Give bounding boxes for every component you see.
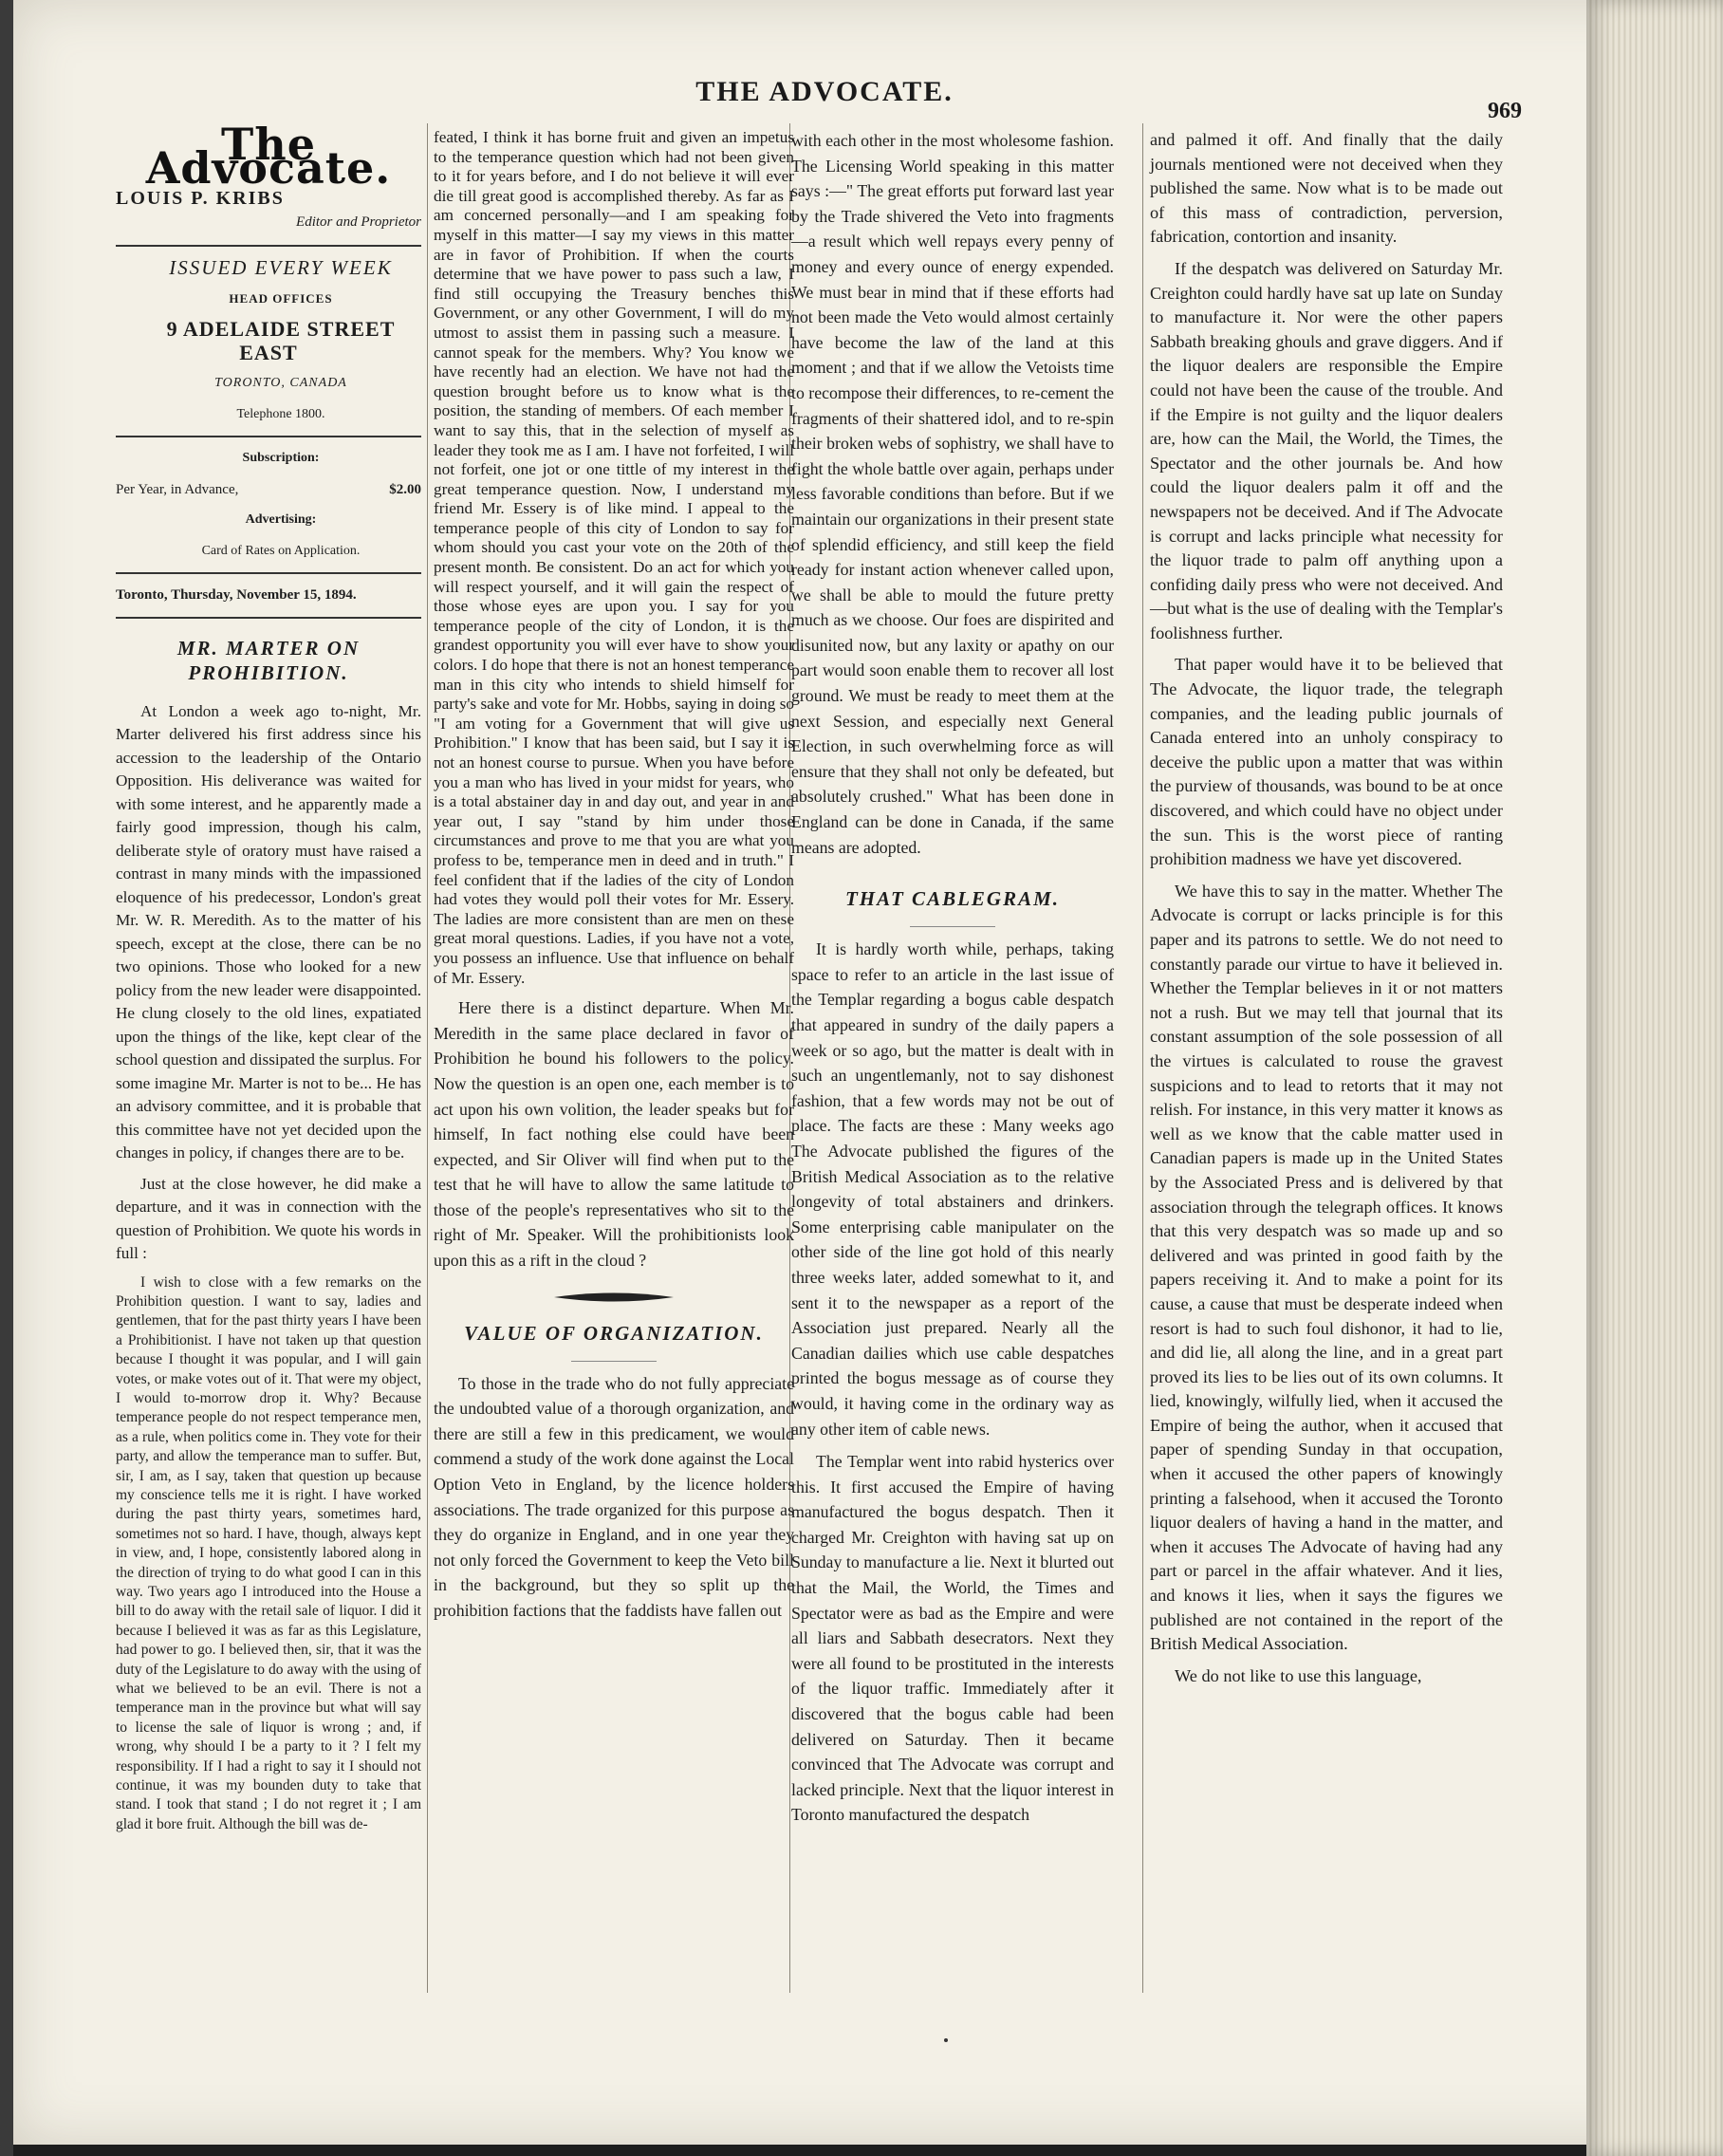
column-rule	[427, 123, 428, 1993]
subscription-price: $2.00	[389, 481, 421, 497]
telephone: Telephone 1800.	[236, 406, 325, 421]
subscription-line	[116, 478, 421, 502]
address-street: ADELAIDE STREET EAST	[182, 317, 396, 364]
newspaper-page	[13, 0, 1683, 2145]
masthead-divider	[116, 572, 421, 574]
page-mark	[944, 2038, 948, 2042]
address-number: 9	[166, 317, 178, 341]
article-paragraph: If the despatch was delivered on Saturday Mr. Creighton could hardly have sat up late on Sunday to manufacture it. Nor were the other papers Sabbath breaking ghouls and grave diggers. And if the liquor dealers are responsible the Empire could not have been the cause of the trouble. And if the Empire is not guilty and the liquor dealers are, how can the Mail, the World, the Times, the Spectator and the other journals be. And how could the liquor dealers palm it off and the newspapers not be deceived. And if The Advocate is corrupt and lacks principle what necessity for the liquor trade to palm off anything upon a confiding daily press who were not deceived. And—but what is the use of dealing with the Templar's foolishness further.	[1150, 258, 1503, 642]
article-paragraph: Just at the close however, he did make a departure, and it was in connection with the question of Prohibition. We quote his words in full :	[116, 1174, 421, 1262]
running-head: THE ADVOCATE.	[695, 76, 954, 107]
book-page-edges	[1586, 0, 1723, 2156]
headline-cablegram: THAT CABLEGRAM.	[844, 887, 1061, 911]
masthead-divider	[116, 436, 421, 437]
subscription-title: Subscription:	[242, 451, 320, 465]
masthead-divider	[116, 245, 421, 247]
article-paragraph: It is hardly worth while, perhaps, taking space to refer to an article in the last issue of the Templar regarding a bogus cable despatch that appeared in sundry of the daily papers a week or so ago, but the matter is dealt with in such an ungentlemanly, not to say dishonest fashion, that a few words may not be out of place. The facts are these : Many weeks ago The Advocate published the figures of the British Medical Association as to the relative longevity of total abstainers and drinkers. Some enterprising cable manipulater on the other side of the line got hold of this nearly three weeks later, added somewhat to it, and sent it to the newspaper as a report of the Association just prepared. Nearly all the Canadian dailies which use cable despatches printed the bogus message as of course they would, it having come in the ordinary way as any other item of cable news.	[791, 939, 1114, 1439]
column-2	[434, 128, 794, 1631]
advertising-line: Card of Rates on Application.	[201, 543, 361, 558]
head-offices-label: HEAD OFFICES	[229, 290, 333, 306]
office-address	[116, 318, 421, 364]
page-number: 969	[1488, 99, 1522, 123]
masthead-title: The Advocate.	[145, 119, 392, 194]
masthead	[116, 119, 421, 619]
column-1	[116, 119, 421, 1842]
article-quote: I wish to close with a few remarks on the Prohibition question. I want to say, ladies and gentlemen, that for the past thirty years I have been a Prohibitionist. I have not taken up that question because I thought it was popular, and I will gain votes, or make votes out of it. That were my object, I would to-morrow drop it. Why? Because temperance people do not respect temperance men, as a rule, when politics come in. They vote for their party, and allow the temperance man to suffer. But, sir, I am, as I say, taken that question up because my conscience tells me it is right. I have worked during the past thirty years, sometimes hard, sometimes not so hard. I have, though, always kept in view, and, I hope, consistently labored along in the direction of trying to do what good I can in this way. Two years ago I introduced into the House a bill to do away with the retail sale of liquor. I did it because I believed it was as far as this Legislature, had power to go. I believed then, sir, that it was the duty of the Legislature to do away with the using of what we believed to be an evil. There is not a temperance man in the province but what will say to license the sale of liquor is wrong ; and, if wrong, why should I be a party to it ? I felt my responsibility. If I had a right to say it I should not continue, it was my bounden duty to take that stand. I took that stand ; I do not regret it ; I am glad it bore fruit. Although the bill was de-	[116, 1273, 421, 1832]
article-paragraph: with each other in the most wholesome fashion. The Licensing World speaking in this matter says :—" The great efforts put forward last year by the Trade shivered the Veto into fragments—a result which well repays every penny of money and every ounce of energy expended. We must bear in mind that if these efforts had not been made the Veto would almost certainly have become the law of the land at this moment ; and that if we allow the Vetoists time to recompose their differences, to re-cement the fragments of their shattered idol, and to re-spin their broken webs of sophistry, we shall have to fight the whole battle over again, perhaps under less favorable conditions than before. But if we maintain our organizations in their present state of splendid efficiency, and still keep the field ready for instant action whenever called upon, we shall be able to mould the future pretty much as we choose. Our foes are dispirited and disunited now, but any laxity or apathy on our part would soon enable them to recover all lost ground. We must be ready to meet them at the next Session, and especially next General Election, in such overwhelming force as will ensure that they shall not only be defeated, but absolutely crushed." What has been done in England can be done in Canada, if the same means are adopted.	[791, 131, 1114, 857]
headline-organization: VALUE OF ORGANIZATION.	[464, 1321, 764, 1345]
issued-every-week: ISSUED EVERY WEEK	[169, 256, 393, 279]
article-paragraph: and palmed it off. And finally that the daily journals mentioned were not deceived when they published the same. Now what is to be made out of this mass of contradiction, perversion, fabrication, contortion and insanity.	[1150, 130, 1503, 247]
column-rule	[1142, 123, 1143, 1993]
editor-name: LOUIS P. KRIBS	[116, 188, 285, 209]
ornament-divider	[552, 1291, 676, 1304]
headline-marter: MR. MARTER ON PROHIBITION.	[176, 636, 361, 684]
office-city: TORONTO, CANADA	[214, 376, 347, 390]
advertising-title: Advertising:	[245, 512, 317, 527]
headline-rule	[571, 1361, 657, 1362]
article-quote: feated, I think it has borne fruit and given an impetus to the temperance question which had not been given to it for years before, and I do not believe it will ever die till great good is accomplished thereby. As far as I am concerned personally—and I am speaking for myself in this matter—I say my views in this matter are in favor of Prohibition. If when the courts determine that we have power to pass such a law, I find still occupying the Treasury benches this Government, or any other Government, I will do my utmost to assist them in passing such a measure. I cannot speak for the members. Why? You know we have recently had an election. We have not had the question brought before us to know what is the position, the standing of members. Of each member I want to say this, that in the selection of myself as leader they took me as I am. I have not forfeited, I will not forfeit, one jot or one tittle of my interest in the great temperance question. Now, I understand my friend Mr. Essery is of like mind. I appeal to the temperance people of this city of London to say for whom should you cast your vote on the 20th of the present month. Be consistent. Do an act for which you will respect yourself, and it will gain the respect of those whose eyes are upon you. I say for you temperance people of the city of London, it is the grandest opportunity you will ever have to show your colors. I do hope that there is not an honest temperance man in this city who intends to shield himself for party's sake and vote for Mr. Hobbs, saying in doing so "I am voting for a Government that will give us Prohibition." I know that has been said, but I say it is not an honest course to pursue. When you have before you a man who has lived in your midst for years, who is a total abstainer day in and day out, and year in and year out, I say "stand by him under those circumstances and prove to me that you are what you profess to be, temperance men in deed and in truth." I feel confident that if the ladies of the city of London had votes they would poll their votes for Mr. Essery. The ladies are more consistent than are men on these great moral questions. Ladies, if you have not a vote, you possess an influence. Use that influence on behalf of Mr. Essery.	[434, 128, 794, 987]
headline-rule	[910, 926, 995, 927]
column-3	[791, 128, 1114, 1835]
article-paragraph: To those in the trade who do not fully appreciate the undoubted value of a thorough organization, and there are still a few in this predicament, we would commend a study of the work done against the Local Option Veto in England, by the licence holders associations. The trade organized for this purpose as they do organize in England, and in one year they not only forced the Government to keep the Veto bill in the background, but they so split up the prohibition factions that the faddists have fallen out	[434, 1373, 794, 1620]
article-paragraph: We do not like to use this language,	[1175, 1665, 1422, 1685]
article-paragraph: Here there is a distinct departure. When Mr. Meredith in the same place declared in favor of Prohibition he bound his followers to the policy. Now the question is an open one, each member is to act upon his own volition, the leader speaks but for himself, In fact nothing else could have been expected, and Sir Oliver will find when put to the test that he will have to allow the same latitude to those of the people's representatives who sit to the right of Mr. Speaker. Will the prohibitionists look upon this as a rift in the cloud ?	[434, 998, 794, 1271]
masthead-divider	[116, 617, 421, 619]
subscription-terms: Per Year, in Advance,	[116, 481, 239, 497]
article-paragraph: At London a week ago to-night, Mr. Marter delivered his first address since his accession to the leadership of the Ontario Opposition. His deliverance was waited for with some interest, and he apparently made a fairly good impression, though his calm, deliberate style of oratory must have raised a contrast in many minds with the impassioned eloquence of his predecessor, London's great Mr. W. R. Meredith. As to the matter of his speech, except at the close, there can be no two opinions. Those who looked for a new policy from the new leader were disappointed. He clung closely to the old lines, expatiated upon the things of the like, kept clear of the school question and dissipated the surplus. For some imagine Mr. Marter is not to be... He has an advisory committee, and it is probable that this committee have not yet decided upon the changes in policy, if changes there are to be.	[116, 701, 421, 1162]
dateline: Toronto, Thursday, November 15, 1894.	[116, 587, 357, 603]
article-paragraph: We have this to say in the matter. Whether The Advocate is corrupt or lacks principle is for this paper and its patrons to settle. We do not need to constantly parade our virtue to have it believed in. Whether the Templar believes in it or not matters not a rush. But we may tell that journal that its constant assumption of the sole possession of all the virtues is calculated to rouse the gravest suspicions and to lead to retorts that it may not relish. For instance, in this very matter it knows as well as we know that the cable matter used in Canadian papers is made up in the United States by the Associated Press and is delivered by that association through the telegraph offices. It knows that this very despatch was so made up and so delivered and was printed in good faith by the papers receiving it. And to make a point for its cause, a cause that must be desperate indeed when resort is had to such foul dishonor, it had to lie, and did lie, all along the line, and in a great part proved its lies to be lies out of its own columns. It lied, knowingly, wilfully lied, when it accused the Empire of being the author, when it accused that paper of spending Sunday in that occupation, when it accused the other papers of knowingly printing a falsehood, when it accused the Toronto liquor dealers of having a hand in the matter, and when it accuses The Advocate of having had any part or parcel in the affair whatever. And it lies, and knows it lies, when it says the figures we published are not contained in the report of the British Medical Association.	[1150, 881, 1503, 1654]
article-paragraph: That paper would have it to be believed that The Advocate, the liquor trade, the telegraph companies, and the leading public journals of Canada entered into an unholy conspiracy to deceive the public upon a matter that was within the purview of thousands, was bound to be at once discovered, and which could have no object under the sun. This is the worst piece of ranting prohibition madness we have yet discovered.	[1150, 655, 1503, 869]
column-4	[1150, 128, 1503, 1696]
book-gutter	[0, 0, 13, 2156]
article-paragraph: The Templar went into rabid hysterics over this. It first accused the Empire of having manufactured the bogus despatch. Then it charged Mr. Creighton with having sat up on Sunday to manufacture a lie. Next it blurted out that the Mail, the World, the Times and Spectator were as bad as the Empire and were all liars and Sabbath desecrators. Next they were all found to be prostituted in the interests of the liquor traffic. Immediately after it discovered that the bogus cable had been delivered on Saturday. Then it became convinced that The Advocate was corrupt and lacked principle. Next that the liquor interest in Toronto manufactured the despatch	[791, 1452, 1114, 1825]
editor-role: Editor and Proprietor	[296, 214, 421, 230]
